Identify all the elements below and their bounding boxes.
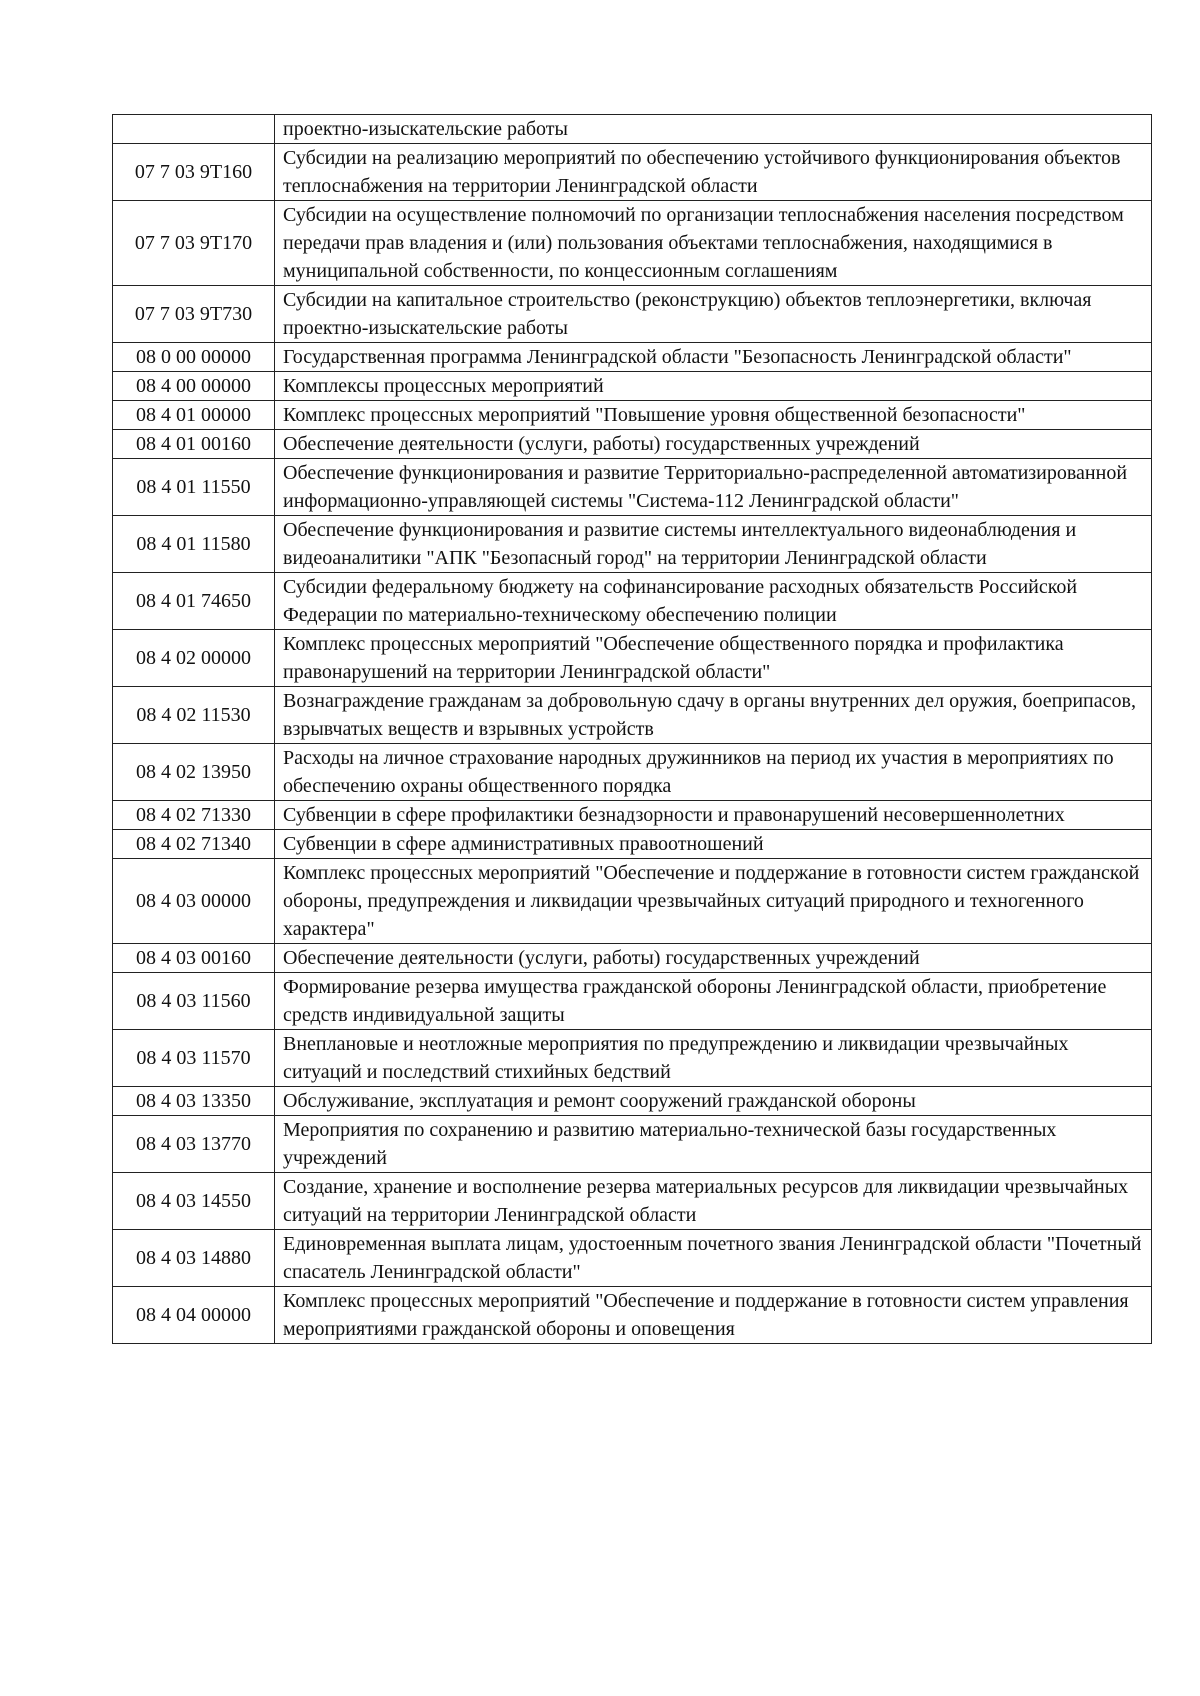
row-description: Формирование резерва имущества гражданской обороны Ленинградской области, приобретение средств индивидуальной защиты <box>275 973 1152 1030</box>
row-description: Внеплановые и неотложные мероприятия по предупреждению и ликвидации чрезвычайных ситуаций и последствий стихийных бедствий <box>275 1030 1152 1087</box>
table-row <box>113 144 1152 201</box>
row-code: 08 4 01 11580 <box>113 516 275 573</box>
row-code: 08 4 04 00000 <box>113 1287 275 1344</box>
table-row <box>113 201 1152 286</box>
row-code: 08 4 01 00160 <box>113 430 275 459</box>
row-code: 08 4 03 00000 <box>113 859 275 944</box>
row-code: 08 4 03 11560 <box>113 973 275 1030</box>
table-row <box>113 1087 1152 1116</box>
row-description: Комплекс процессных мероприятий "Обеспечение и поддержание в готовности систем управления мероприятиями гражданской обороны и оповещения <box>275 1287 1152 1344</box>
table-row <box>113 1030 1152 1087</box>
row-code: 08 4 02 00000 <box>113 630 275 687</box>
row-code: 08 4 02 11530 <box>113 687 275 744</box>
row-code: 08 4 03 13770 <box>113 1116 275 1173</box>
row-code: 07 7 03 9Т170 <box>113 201 275 286</box>
table-row <box>113 115 1152 144</box>
table-row <box>113 286 1152 343</box>
row-description: Мероприятия по сохранению и развитию материально-технической базы государственных учреждений <box>275 1116 1152 1173</box>
row-description: Создание, хранение и восполнение резерва материальных ресурсов для ликвидации чрезвычайных ситуаций на территории Ленинградской области <box>275 1173 1152 1230</box>
row-description: Субвенции в сфере профилактики безнадзорности и правонарушений несовершеннолетних <box>275 801 1152 830</box>
row-description: Комплексы процессных мероприятий <box>275 372 1152 401</box>
row-description: Обеспечение деятельности (услуги, работы) государственных учреждений <box>275 944 1152 973</box>
row-description: Комплекс процессных мероприятий "Повышение уровня общественной безопасности" <box>275 401 1152 430</box>
table-row <box>113 401 1152 430</box>
row-code: 08 4 03 14880 <box>113 1230 275 1287</box>
table-row <box>113 687 1152 744</box>
row-code: 08 4 01 00000 <box>113 401 275 430</box>
table-row <box>113 630 1152 687</box>
row-code: 08 4 01 74650 <box>113 573 275 630</box>
table-row <box>113 372 1152 401</box>
table-row <box>113 973 1152 1030</box>
budget-code-table <box>112 114 1152 1344</box>
row-code: 07 7 03 9Т160 <box>113 144 275 201</box>
table-row <box>113 343 1152 372</box>
row-code: 08 4 02 71340 <box>113 830 275 859</box>
row-code: 08 4 02 13950 <box>113 744 275 801</box>
row-code <box>113 115 275 144</box>
row-code: 08 4 03 11570 <box>113 1030 275 1087</box>
row-description: Обеспечение деятельности (услуги, работы) государственных учреждений <box>275 430 1152 459</box>
row-description: Расходы на личное страхование народных дружинников на период их участия в мероприятиях по обеспечению охраны общественного порядка <box>275 744 1152 801</box>
table-row <box>113 1173 1152 1230</box>
row-description: Комплекс процессных мероприятий "Обеспечение и поддержание в готовности систем гражданской обороны, предупреждения и ликвидации чрезвычайных ситуаций природного и техногенного характера" <box>275 859 1152 944</box>
row-code: 08 4 00 00000 <box>113 372 275 401</box>
row-description: Обслуживание, эксплуатация и ремонт сооружений гражданской обороны <box>275 1087 1152 1116</box>
row-code: 08 4 01 11550 <box>113 459 275 516</box>
row-code: 08 4 03 14550 <box>113 1173 275 1230</box>
table-row <box>113 459 1152 516</box>
row-description: Комплекс процессных мероприятий "Обеспечение общественного порядка и профилактика правонарушений на территории Ленинградской области" <box>275 630 1152 687</box>
table-row <box>113 573 1152 630</box>
table-row <box>113 859 1152 944</box>
row-code: 08 4 03 13350 <box>113 1087 275 1116</box>
row-description: Обеспечение функционирования и развитие системы интеллектуального видеонаблюдения и видеоаналитики "АПК "Безопасный город" на территории Ленинградской области <box>275 516 1152 573</box>
table-row <box>113 744 1152 801</box>
row-code: 08 4 02 71330 <box>113 801 275 830</box>
row-description: Обеспечение функционирования и развитие Территориально-распределенной автоматизированной информационно-управляющей системы "Система-112 Ленинградской области" <box>275 459 1152 516</box>
row-description: Вознаграждение гражданам за добровольную сдачу в органы внутренних дел оружия, боеприпасов, взрывчатых веществ и взрывных устройств <box>275 687 1152 744</box>
row-description: Субсидии на реализацию мероприятий по обеспечению устойчивого функционирования объектов теплоснабжения на территории Ленинградской области <box>275 144 1152 201</box>
row-description: Единовременная выплата лицам, удостоенным почетного звания Ленинградской области "Почетный спасатель Ленинградской области" <box>275 1230 1152 1287</box>
table-row <box>113 1116 1152 1173</box>
table-row <box>113 516 1152 573</box>
table-row <box>113 1287 1152 1344</box>
table-row <box>113 830 1152 859</box>
row-description: проектно-изыскательские работы <box>275 115 1152 144</box>
row-description: Субсидии на капитальное строительство (реконструкцию) объектов теплоэнергетики, включая проектно-изыскательские работы <box>275 286 1152 343</box>
row-code: 08 4 03 00160 <box>113 944 275 973</box>
row-description: Субсидии федеральному бюджету на софинансирование расходных обязательств Российской Федерации по материально-техническому обеспечению полиции <box>275 573 1152 630</box>
table-row <box>113 801 1152 830</box>
row-description: Субвенции в сфере административных правоотношений <box>275 830 1152 859</box>
table-row <box>113 430 1152 459</box>
table-row <box>113 1230 1152 1287</box>
row-code: 07 7 03 9Т730 <box>113 286 275 343</box>
row-description: Субсидии на осуществление полномочий по организации теплоснабжения населения посредством передачи прав владения и (или) пользования объектами теплоснабжения, находящимися в муниципальной собственности, по концессионным соглашениям <box>275 201 1152 286</box>
table-row <box>113 944 1152 973</box>
row-code: 08 0 00 00000 <box>113 343 275 372</box>
row-description: Государственная программа Ленинградской области "Безопасность Ленинградской области" <box>275 343 1152 372</box>
